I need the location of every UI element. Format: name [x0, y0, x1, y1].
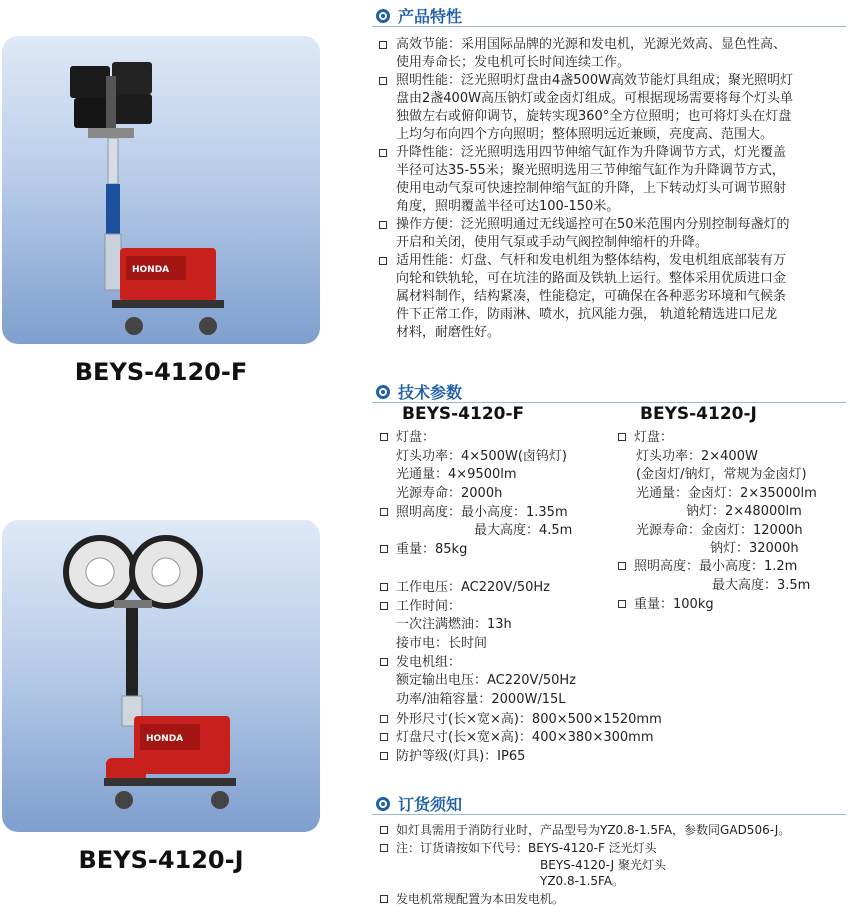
spec-text: 灯盘： — [634, 430, 674, 445]
lamp-bracket — [106, 76, 116, 128]
feature-item — [378, 36, 848, 72]
spec-line — [380, 541, 467, 559]
ordering-text: 如灯具需用于消防行业时，产品型号为YZ0.8-1.5FA，参数同GAD506-J。 — [396, 823, 791, 837]
spec-text: 光源寿命：2000h — [396, 486, 503, 501]
spec-line — [686, 503, 802, 521]
square-bullet-icon — [380, 826, 388, 834]
feature-line: 材料，耐磨性好。 — [396, 325, 501, 340]
lamp-head — [112, 62, 152, 94]
frame — [104, 778, 236, 786]
spec-text: 最大高度：3.5m — [712, 578, 811, 593]
wheel — [125, 317, 143, 335]
spec-text: 工作时间： — [396, 599, 462, 614]
square-bullet-icon — [380, 602, 388, 610]
ordering-header — [376, 792, 462, 815]
spec-line — [396, 672, 576, 690]
feature-line: 属材料制作，结构紧凑，性能稳定，可确保在各种恶劣环境和气候条 — [396, 289, 787, 304]
spec-text: 灯头功率：2×400W — [636, 449, 758, 464]
square-bullet-icon — [380, 658, 388, 666]
square-bullet-icon — [379, 257, 387, 265]
circle-bullet-icon — [376, 9, 390, 23]
spec-text: 功率/油箱容量：2000W/15L — [396, 692, 566, 707]
feature-line: 照明性能：泛光照明灯盘由4盏500W高效节能灯具组成；聚光照明灯 — [396, 73, 793, 88]
spec-line — [636, 466, 807, 484]
spec-line — [380, 429, 435, 447]
spec-line — [712, 577, 810, 595]
mast-section — [106, 184, 120, 234]
spec-line — [396, 691, 565, 709]
spec-line — [710, 540, 799, 558]
spot-lamp-bulb — [152, 558, 180, 586]
feature-line: 操作方便：泛光照明通过无线遥控可在50米范围内分别控制每盏灯的 — [396, 217, 790, 232]
spec-line — [380, 711, 662, 729]
feature-line: 盘由2盏400W高压钠灯或金卤灯组成。可根据现场需要将每个灯头单 — [396, 91, 793, 106]
ordering-line — [380, 840, 657, 856]
feature-line: 高效节能：采用国际品牌的光源和发电机，光源光效高、显色性高、 — [396, 37, 787, 52]
spec-text: 一次注满燃油：13h — [396, 617, 512, 632]
features-header — [376, 4, 462, 27]
square-bullet-icon — [379, 149, 387, 157]
section-divider — [372, 402, 846, 403]
feature-line: 角度，照明覆盖半径可达100-150米。 — [396, 199, 620, 214]
lamp-bracket — [88, 128, 134, 138]
model-caption-f: BEYS-4120-F — [74, 358, 248, 386]
ordering-header-label: 订货须知 — [398, 795, 463, 814]
spec-text: 重量：85kg — [396, 542, 468, 557]
ordering-text: BEYS-4120-J 聚光灯头 — [540, 858, 666, 872]
spec-text: 最大高度：4.5m — [474, 523, 573, 538]
feature-text — [396, 144, 786, 216]
feature-line: 使用电动气泵可快速控制伸缩气缸的升降，上下转动灯头可调节照射 — [396, 181, 787, 196]
spec-text: 发电机组： — [396, 655, 462, 670]
spec-text: 钠灯：2×48000lm — [686, 504, 802, 519]
spec-text: 额定输出电压：AC220V/50Hz — [396, 673, 576, 688]
spec-line — [380, 729, 653, 747]
square-bullet-icon — [380, 583, 388, 591]
features-header-label: 产品特性 — [398, 7, 463, 26]
frame — [112, 300, 224, 308]
lamp-head — [114, 94, 152, 124]
mast-section — [108, 138, 118, 184]
spec-line — [380, 654, 461, 672]
spec-line — [380, 579, 550, 597]
spec-line — [618, 429, 673, 447]
spot-lamp-bulb — [86, 558, 114, 586]
ordering-text: 注：订货请按如下代号：BEYS-4120-F 泛光灯头 — [396, 841, 657, 855]
feature-text — [396, 72, 793, 144]
spec-text: 重量：100kg — [634, 597, 714, 612]
generator-brand: HONDA — [146, 734, 184, 744]
feature-item — [378, 144, 848, 216]
square-bullet-icon — [618, 562, 626, 570]
specs-header — [376, 380, 462, 403]
spotlight-tower-illustration — [2, 520, 320, 832]
ordering-text: YZ0.8-1.5FA。 — [540, 874, 625, 888]
spec-line — [380, 748, 525, 766]
model-caption-j: BEYS-4120-J — [78, 846, 244, 874]
square-bullet-icon — [379, 221, 387, 229]
square-bullet-icon — [380, 752, 388, 760]
square-bullet-icon — [380, 715, 388, 723]
spec-line — [474, 522, 572, 540]
feature-text — [396, 36, 786, 72]
spec-text: 灯头功率：4×500W(卤钨灯) — [396, 449, 567, 464]
square-bullet-icon — [380, 844, 388, 852]
floodlight-tower-illustration — [2, 36, 320, 344]
feature-item — [378, 72, 848, 144]
spec-text: 光通量：4×9500lm — [396, 467, 517, 482]
specs-header-label: 技术参数 — [398, 383, 463, 402]
ordering-line — [540, 857, 666, 873]
feature-line: 使用寿命长；发电机可长时间连续工作。 — [396, 55, 631, 70]
square-bullet-icon — [380, 895, 388, 903]
spec-text: 外形尺寸(长×宽×高)：800×500×1520mm — [396, 712, 662, 727]
spec-line — [618, 558, 797, 576]
square-bullet-icon — [618, 600, 626, 608]
section-divider — [372, 26, 846, 27]
spec-text: 灯盘尺寸(长×宽×高)：400×380×300mm — [396, 730, 654, 745]
square-bullet-icon — [379, 41, 387, 49]
spec-text: 照明高度：最小高度：1.35m — [396, 505, 568, 520]
lamp-head — [74, 98, 110, 128]
spec-line — [380, 504, 568, 522]
ordering-line — [540, 873, 624, 889]
spec-line — [636, 522, 803, 540]
circle-bullet-icon — [376, 797, 390, 811]
spec-text: 接市电：长时间 — [396, 636, 488, 651]
square-bullet-icon — [379, 77, 387, 85]
square-bullet-icon — [380, 508, 388, 516]
spec-col-j-title: BEYS-4120-J — [640, 404, 757, 424]
spec-line — [396, 466, 517, 484]
square-bullet-icon — [380, 433, 388, 441]
lamp-head — [70, 66, 110, 98]
spec-text: (金卤灯/钠灯，常规为金卤灯) — [636, 467, 807, 482]
generator-brand: HONDA — [132, 265, 170, 275]
wheel — [211, 791, 229, 809]
ordering-line — [380, 891, 564, 907]
square-bullet-icon — [618, 433, 626, 441]
ordering-line — [380, 822, 790, 838]
spec-line — [396, 485, 502, 503]
feature-text — [396, 252, 786, 342]
feature-line: 适用性能：灯盘、气杆和发电机组为整体结构，发电机组底部装有万 — [396, 253, 787, 268]
spec-line — [396, 616, 512, 634]
spec-text: 照明高度：最小高度：1.2m — [634, 559, 798, 574]
wheel — [199, 317, 217, 335]
spec-text: 光源寿命：金卤灯：12000h — [636, 523, 803, 538]
feature-line: 件下正常工作，防雨淋、喷水，抗风能力强， 轨道轮精选进口尼龙 — [396, 307, 778, 322]
feature-line: 开启和关闭，使用气泵或手动气阀控制伸缩杆的升降。 — [396, 235, 709, 250]
product-photo-f — [2, 36, 320, 344]
spec-line — [618, 596, 714, 614]
spec-text: 灯盘： — [396, 430, 436, 445]
ordering-text: 发电机常规配置为本田发电机。 — [396, 892, 565, 906]
spec-line — [396, 448, 567, 466]
feature-line: 向轮和铁轨轮，可在坑洼的路面及铁轨上运行。整体采用优质进口金 — [396, 271, 787, 286]
feature-text — [396, 216, 790, 252]
feature-line: 升降性能：泛光照明选用四节伸缩气缸作为升降调节方式，灯光覆盖 — [396, 145, 787, 160]
square-bullet-icon — [380, 545, 388, 553]
spec-line — [636, 485, 817, 503]
feature-item — [378, 252, 848, 342]
mast-section — [105, 234, 121, 290]
spec-line — [396, 635, 487, 653]
spec-text: 光通量：金卤灯：2×35000lm — [636, 486, 817, 501]
spec-text: 防护等级(灯具)：IP65 — [396, 749, 526, 764]
spec-text: 钠灯：32000h — [710, 541, 799, 556]
circle-bullet-icon — [376, 385, 390, 399]
wheel — [115, 791, 133, 809]
product-photo-j — [2, 520, 320, 832]
feature-line: 半径可达35-55米；聚光照明选用三节伸缩气缸作为升降调节方式， — [396, 163, 785, 178]
feature-line: 独做左右或俯仰调节，旋转实现360°全方位照明；也可将灯头在灯盘 — [396, 109, 792, 124]
spec-line — [636, 448, 758, 466]
square-bullet-icon — [380, 733, 388, 741]
feature-item — [378, 216, 848, 252]
lamp-bracket — [114, 600, 152, 608]
spec-line — [380, 598, 461, 616]
spec-text: 工作电压：AC220V/50Hz — [396, 580, 550, 595]
section-divider — [372, 814, 846, 815]
spec-col-f-title: BEYS-4120-F — [402, 404, 525, 424]
feature-line: 上均匀布向四个方向照明；整体照明远近兼顾，亮度高、范围大。 — [396, 127, 774, 142]
